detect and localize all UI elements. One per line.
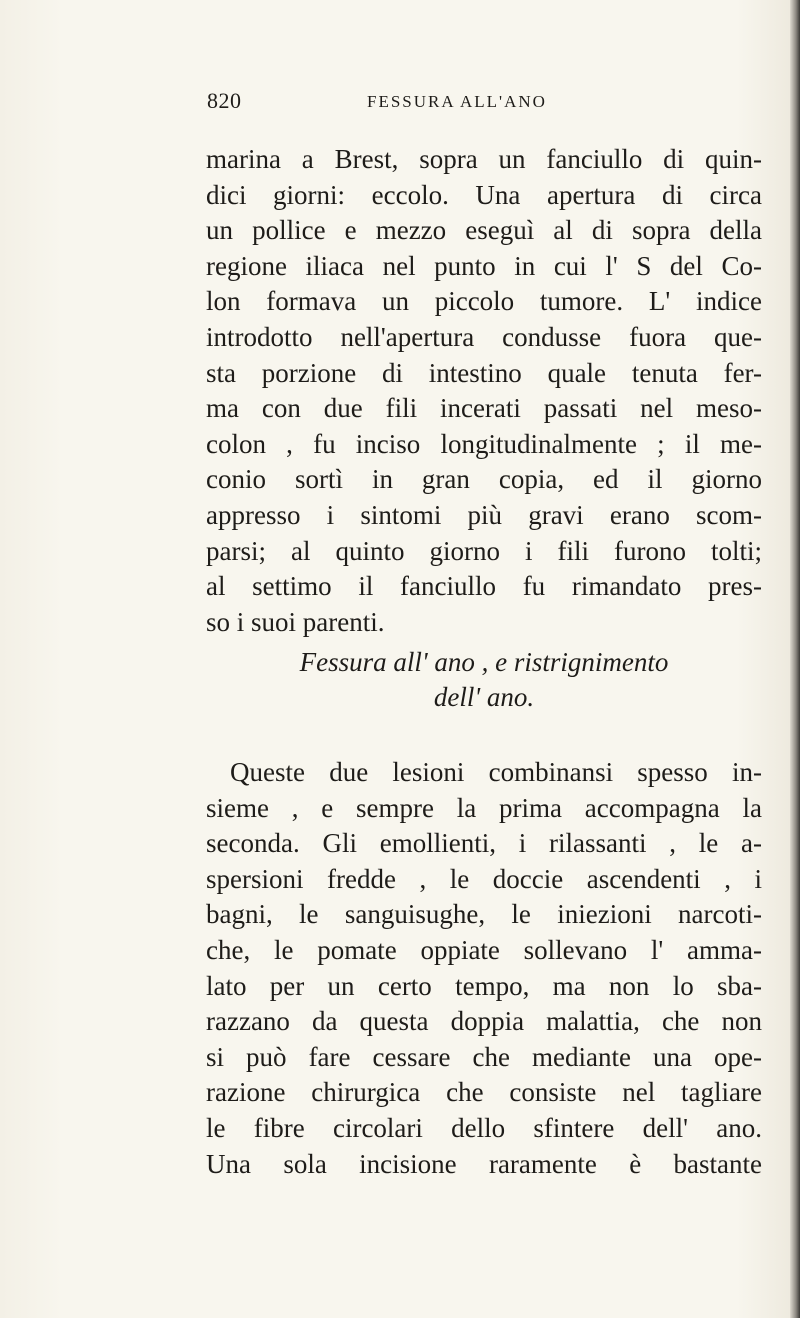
text-line: al settimo il fanciullo fu rimandato pres- (206, 571, 762, 602)
text-line: razione chirurgica che consiste nel tagliare (206, 1077, 762, 1108)
text-line: ma con due fili incerati passati nel meso- (206, 393, 762, 424)
text-line: bagni, le sanguisughe, le iniezioni narcoti- (206, 899, 762, 930)
paragraph-1 (206, 142, 762, 640)
text-line: appresso i sintomi più gravi erano scom- (206, 499, 762, 530)
text-line: lon formava un piccolo tumore. L' indice (206, 286, 762, 317)
page-edge-shadow (790, 0, 800, 1318)
section-heading (206, 645, 762, 715)
text-line: so i suoi parenti. (206, 606, 385, 637)
text-line: che, le pomate oppiate sollevano l' amma- (206, 934, 762, 965)
page-header (207, 88, 627, 118)
text-line: Una sola incisione raramente è bastante (206, 1148, 762, 1179)
text-line: conio sortì in gran copia, ed il giorno (206, 464, 762, 495)
text-line: introdotto nell'apertura condusse fuora que- (206, 321, 762, 352)
section-heading-line: Fessura all' ano , e ristrignimento (299, 647, 669, 677)
running-head: FESSURA ALL'ANO (367, 92, 547, 111)
text-line: sta porzione di intestino quale tenuta fer- (206, 357, 762, 388)
text-line: razzano da questa doppia malattia, che non (206, 1006, 762, 1037)
text-line: sieme , e sempre la prima accompagna la (206, 792, 762, 823)
text-line: spersioni fredde , le doccie ascendenti , i (206, 863, 762, 894)
text-line: Queste due lesioni combinansi spesso in- (230, 757, 762, 787)
text-line: seconda. Gli emollienti, i rilassanti , le a- (206, 828, 762, 859)
text-line: marina a Brest, sopra un fanciullo di quin- (206, 144, 762, 174)
page-number: 820 (207, 88, 242, 113)
text-line: dici giorni: eccolo. Una apertura di circa (206, 179, 762, 210)
text-line: un pollice e mezzo eseguì al di sopra della (206, 215, 762, 246)
text-line: le fibre circolari dello sfintere dell' ano. (206, 1112, 762, 1143)
section-heading-line: dell' ano. (433, 682, 535, 712)
text-line: si può fare cessare che mediante una ope- (206, 1041, 762, 1072)
text-line: colon , fu inciso longitudinalmente ; il me- (206, 428, 762, 459)
text-line: lato per un certo tempo, ma non lo sba- (206, 970, 762, 1001)
text-line: parsi; al quinto giorno i fili furono tolti; (206, 535, 762, 566)
paragraph-2 (206, 755, 762, 1182)
text-line: regione iliaca nel punto in cui l' S del Co- (206, 250, 762, 281)
